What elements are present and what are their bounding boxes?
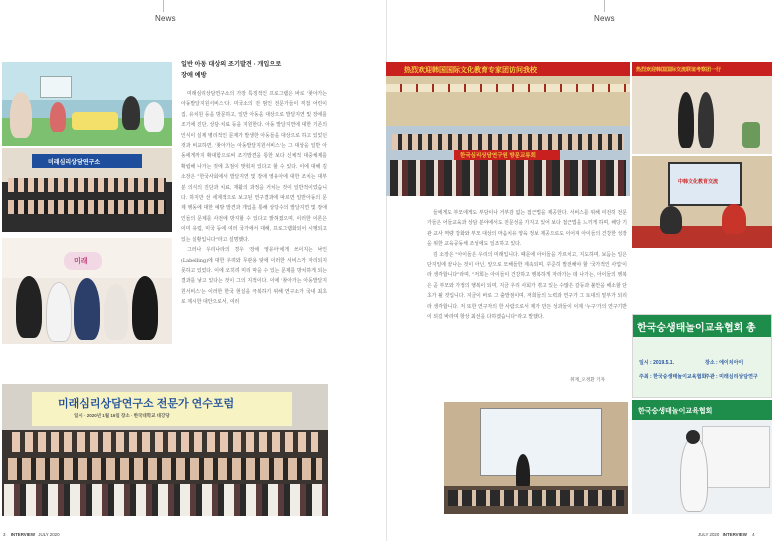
header-rule-left bbox=[163, 0, 164, 12]
red-banner-text: 热烈欢迎韩国国际文化教育专家团访问我校 bbox=[404, 67, 537, 74]
photo-association-banner bbox=[632, 314, 772, 398]
article-subtitle: 장애 예방 bbox=[181, 72, 207, 79]
screen-text: 中韩文化教育交流 bbox=[678, 179, 719, 185]
group-banner-text: 한국심리상담연구원 방문교류회 bbox=[460, 153, 536, 159]
photo-center-lobby bbox=[2, 238, 172, 344]
brand-left: INTERVIEW bbox=[10, 532, 36, 537]
section-label-right: News bbox=[594, 14, 615, 23]
footer-right bbox=[698, 532, 755, 537]
brand-right: INTERVIEW bbox=[722, 532, 747, 537]
photo-handshake bbox=[632, 62, 772, 154]
issue-left: JULY 2020 bbox=[38, 532, 60, 537]
photo-lecture-hall bbox=[444, 402, 628, 514]
body-left-paragraph-1: 미래심리상담연구소의 가장 특징적인 프로그램은 바로 '찾아가는 아동발달지원서비스'다. 미국소의 전 범인 전문가들이 직접 어린이집, 유치원 등을 방문하고, 일반 아동을 대상으로 발달지연 및 장애를 조기에 진단, 상담·치료 등을 지원한다. 아동 발달지연에 대한 기존의 인식이 실제 병리적인 문제가 발생한 아동들을 대상으로 하고 있었던 것과 비교하면, '찾아가는 아동발달지원서비스'는 그 대상을 일반 아동에게까지 확대함으로써 조기발견을 통한 보다 신체적 대중체제를 확립해 나가는 것에 초점이 맞춰져 있다고 할 수 있다. 이에 대해 김 소장은 "한국사회에서 발달지연 및 장애 영유아에 대한 조치는 대부분 의식의 진단과 치료, 재활의 과정을 거치는 것이 일반적이었습니다. 하지만 선 세계적으로 보고된 연구결과에 따르면 일반아동의 문제 행동에 대한 예방 발견과 개입을 통해 상당수의 발달지연 및 장애인들의 문제를 사전에 방지할 수 있다고 밝혀졌으며, 이러한 이론은 이미 유럽, 미국 등에 여러 국가에서 대해, 프로그램화되어 시행되고 있는 실황입니다"라고 설명했다. bbox=[181, 91, 327, 243]
photo-speaker-microphone bbox=[632, 400, 772, 514]
association-date: 일시 : 2019.5.1. bbox=[639, 360, 674, 366]
photo-expert-forum bbox=[2, 384, 328, 516]
page-number-left: 3 bbox=[3, 532, 6, 537]
section-label-left: News bbox=[155, 14, 176, 23]
association-place: 장소 : 에이치아이 bbox=[705, 360, 744, 366]
body-left-paragraph-2: 그러나 우리나라의 경우 '장애 영유아'에게 쓰이지는 낙인(Labelling)에 대한 우려와 무관용 탓에 이러한 서비스가 자리되지 못하고 있었다. 이에 오히려 미리 막을 수 있는 문제를 방치하게 되는 결과를 낳고 있다는 것이 그의 지적이다. 이에 '찾아가는 아동발달지원서비스'는 이러한 한국 현실을 극복하기 위해 연구소가 국내 최초로 제시한 대안으로서, 여러 bbox=[181, 247, 327, 306]
photo-classroom-activity bbox=[2, 62, 172, 146]
article-body-left bbox=[181, 89, 327, 379]
page-number-right: 4 bbox=[752, 532, 755, 537]
center-logo-text: 미래 bbox=[74, 258, 88, 265]
forum-banner-subtext: 일시 · 2020년 1월 16일 장소 · 한국대학교 대강당 bbox=[74, 413, 170, 418]
photo-group-seminar bbox=[2, 148, 172, 232]
body-right-paragraph-2: 김 소장은 "아이들은 우리의 미래입니다. 때문에 아이들을 가르치고, 지도하며, 보듬는 일은 단지일에 끝나는 것이 아닌, 앞으로 모해들한 계속되며, 꾸준히 발전해야 할 '국가적인 사업'이라 생각합니다"라며, "저희는 아이들이 건강하고 행복하게 자라가는 데 나가는, 아이들의 행복은 곧 부모와 가정의 행복이 되며, 지금 우리 사회가 겪고 있는 수많은 갈등과 불안을 해소할 단초가 될 것입니다. 지금이 바로 그 출발점이며, 저희들의 노력과 연구가 그 토대의 밑부가 되리라 생각합니다. 저 또한 연구자의 한 사람으로서 제가 만든 성과들이 이제 '누구'가의 연구기반이 되길 바라며 항상 최선을 다하겠습니다"라고 말했다. bbox=[427, 251, 627, 321]
body-right-paragraph-1: 들에게도 부모에게도 부담이나 거부감 없는 접근법을 제공한다. 서비스를 위해 여전히 전문가들은 어들교육과 상담 분야에서도 전문성을 가지고 있어 보다 접근법을 느끼게 하며, 해당 기관 교사 역량 강화와 부모 대상의 마음치유 양육 정보 제공으로도 이어져 아이들의 건강한 성장을 위한 교육공동체 조성에도 일조하고 있다. bbox=[427, 210, 627, 248]
reporter-credit: 취재_오정환 기자 bbox=[570, 377, 605, 382]
association-host: 주관 : 미래심리상담연구 bbox=[705, 374, 758, 380]
photo-exchange-delegation bbox=[386, 62, 630, 196]
article-body-right bbox=[427, 208, 627, 370]
association-organizer: 주최 : 한국숭생태놀이교육협회 bbox=[639, 374, 707, 380]
article-title: 일반 아동 대상의 조기발견 · 개입으로 bbox=[181, 61, 282, 68]
speaker-banner-text: 한국숭생태놀이교육협회 bbox=[638, 408, 713, 415]
lecture-screen bbox=[480, 408, 602, 476]
photo-speakers-table bbox=[632, 156, 772, 248]
forum-banner-text: 미래심리상담연구소 전문가 연수포럼 bbox=[58, 398, 235, 410]
footer-left bbox=[3, 532, 60, 537]
issue-right: JULY 2020 bbox=[698, 532, 720, 537]
association-banner-text: 한국숭생태놀이교육협회 총 bbox=[637, 323, 756, 334]
center-banner-text: 미래심리상담연구소 bbox=[48, 160, 101, 166]
header-rule-right bbox=[604, 0, 605, 12]
red-banner-2-text: 热烈欢迎韩国国际交流联谊考察团一行 bbox=[636, 67, 722, 73]
